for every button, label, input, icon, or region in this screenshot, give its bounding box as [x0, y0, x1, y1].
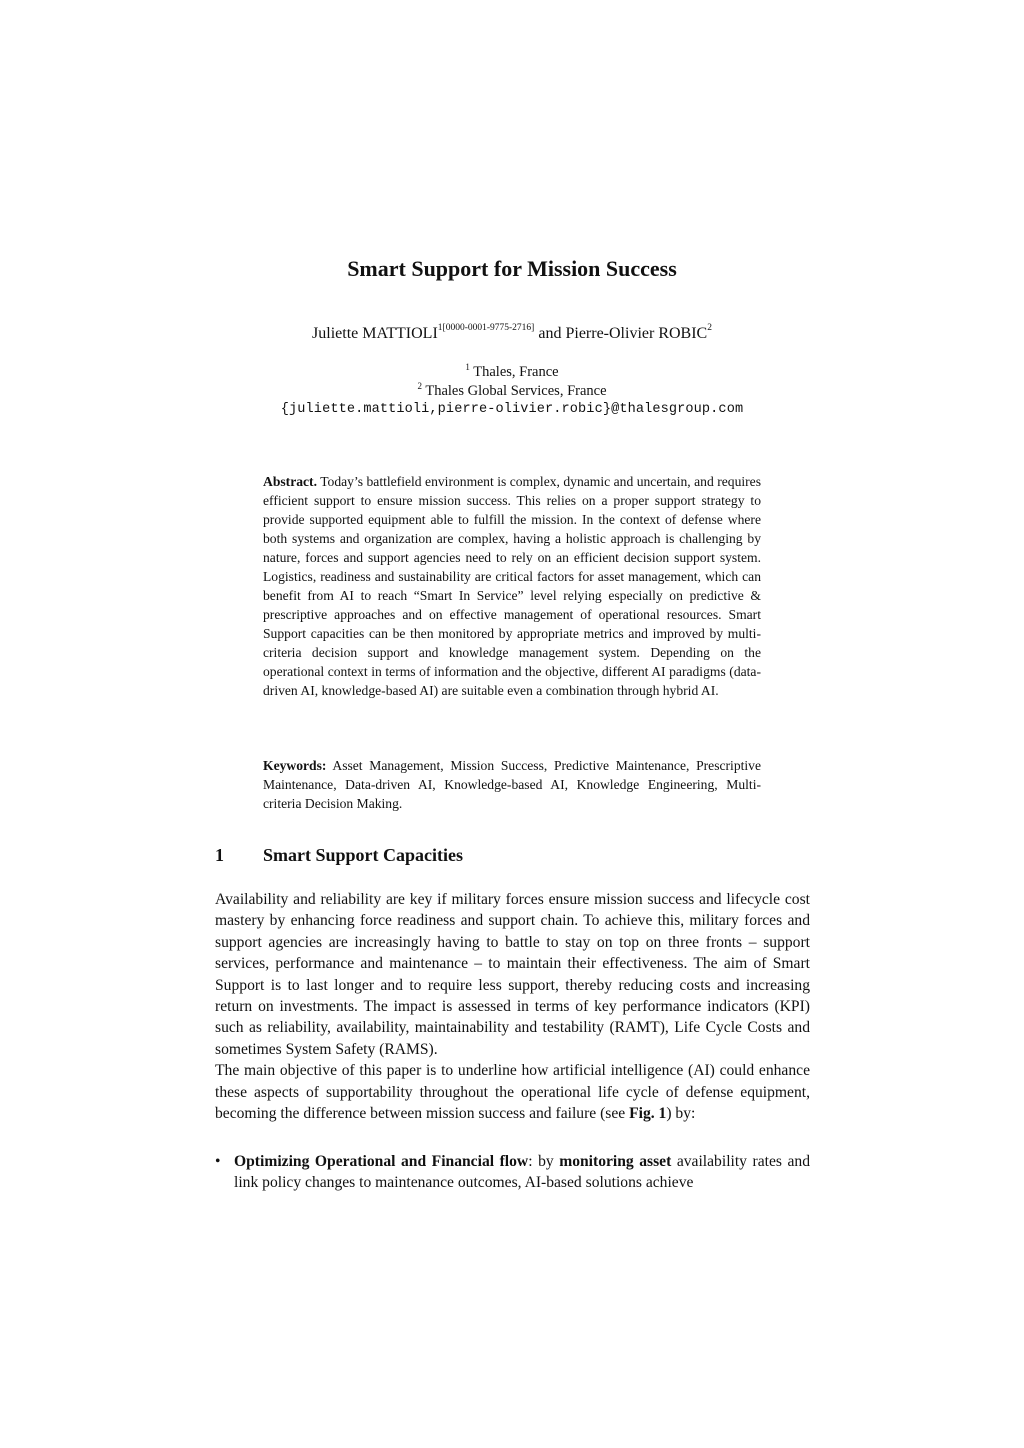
section-1-number: 1 — [215, 845, 224, 865]
section-1-bullet-list — [215, 1151, 810, 1194]
bullet-1-bold-lead: Optimizing Operational and Financial flow — [234, 1153, 529, 1170]
bullet-1-bold-term: monitoring asset — [559, 1153, 672, 1170]
abstract — [263, 472, 761, 700]
affiliation-1-number: 1 — [465, 362, 470, 373]
keywords-text: Asset Management, Mission Success, Predictive Maintenance, Prescriptive Maintenance, Data-driven AI, Knowledge-based AI, Knowledge Engineering, Multi-criteria Decision Making. — [263, 758, 761, 811]
author-2-name: Pierre-Olivier ROBIC — [565, 325, 708, 342]
section-1-paragraph-1: Availability and reliability are key if military forces ensure mission success and lifecycle cost mastery by enhancing force readiness and support chain. To achieve this, military forces and support agencies are increasingly having to battle to stay on top on three fronts – support services, performance and maintenance – to maintain their effectiveness. The aim of Smart Support is to last longer and to require less support, thereby reducing costs and increasing return on investments. The impact is assessed in terms of key performance indicators (KPI) such as reliability, availability, maintainability and testability (RAMT), Life Cycle Costs and sometimes System Safety (RAMS). — [215, 891, 810, 1058]
affiliation-2-text: Thales Global Services, France — [421, 383, 607, 399]
affiliation-2 — [0, 383, 1024, 400]
affiliation-1-text: Thales, France — [469, 364, 559, 380]
section-1-title: Smart Support Capacities — [263, 845, 464, 865]
affiliation-1 — [0, 364, 1024, 381]
keywords-label: Keywords: — [263, 758, 327, 773]
section-1-paragraph-2 — [215, 1060, 810, 1124]
paragraph-2-text-start: The main objective of this paper is to underline how artificial intelligence (AI) could enhance these aspects of supportability throughout the operational life cycle of defense equipment, becoming the difference between mission success and failure (see — [215, 1062, 810, 1123]
author-conjunction: and — [534, 325, 566, 342]
affiliation-2-number: 2 — [417, 381, 422, 392]
author-1-name: Juliette MATTIOLI — [312, 325, 438, 342]
author-emails: {juliette.mattioli,pierre-olivier.robic}@thalesgroup.com — [280, 402, 744, 417]
section-1-body — [215, 889, 810, 1124]
paragraph-2-text-end: ) by: — [666, 1105, 696, 1123]
section-1-heading — [215, 845, 463, 866]
author-2-affiliation: 2 — [707, 322, 712, 333]
bullet-mark: • — [215, 1153, 221, 1170]
abstract-text: Today’s battlefield environment is complex, dynamic and uncertain, and requires efficient support to ensure mission success. This relies on a proper support strategy to provide supported equipment able to fulfill the mission. In the context of defense where both systems and organization are complex, having a holistic approach is challenging by nature, forces and support agencies need to rely on an efficient decision support system. Logistics, readiness and sustainability are critical factors for asset management, which can benefit from AI to reach “Smart In Service” level relying especially on predictive & prescriptive approaches and on effective management of operational resources. Smart Support capacities can be then monitored by appropriate metrics and improved by multi-criteria decision support and knowledge management system. Depending on the operational context in terms of information and the objective, different AI paradigms (data-driven AI, knowledge-based AI) are suitable even a combination through hybrid AI. — [263, 474, 761, 698]
bullet-1-text-a: : by — [528, 1153, 560, 1170]
bullet-1-text-b: availability rates and link policy changes to maintenance outcomes, AI-based solutions achieve — [234, 1153, 811, 1192]
paper-title: Smart Support for Mission Success — [347, 256, 677, 281]
figure-1-reference: Fig. 1 — [629, 1105, 667, 1123]
author-1-affiliation-orcid: 1[0000-0001-9775-2716] — [437, 322, 535, 333]
bullet-item-1 — [215, 1151, 810, 1194]
abstract-label: Abstract. — [263, 474, 317, 489]
keywords — [263, 756, 761, 813]
author-line — [0, 322, 1024, 343]
